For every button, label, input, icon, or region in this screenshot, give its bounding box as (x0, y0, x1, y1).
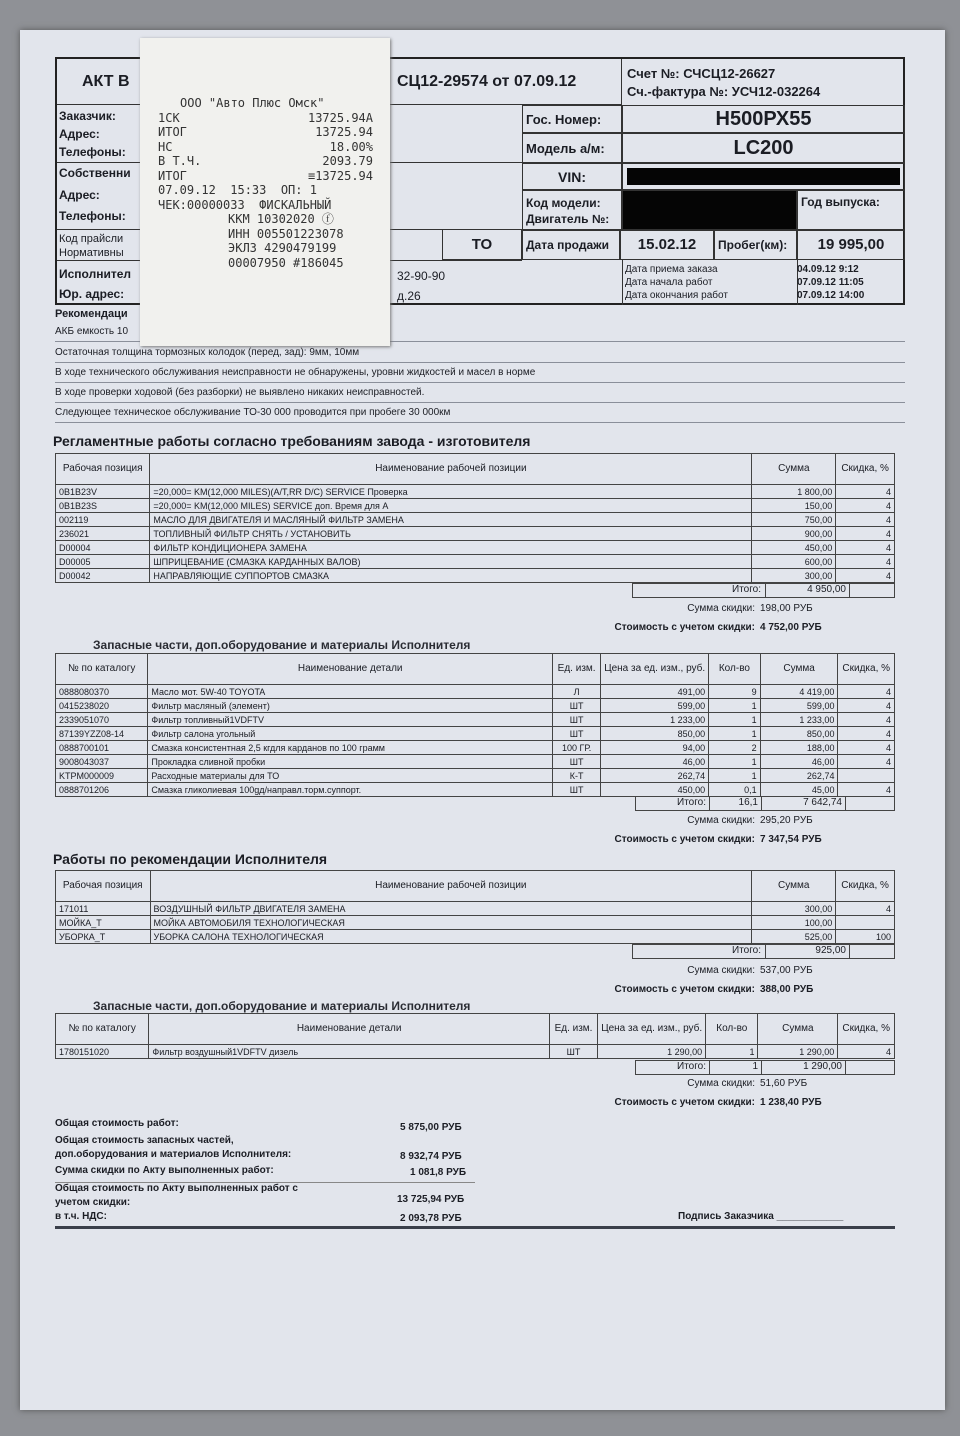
column-header: Цена за ед. изм., руб. (598, 1014, 706, 1045)
parts2-table (55, 1013, 895, 1059)
table-cell: Фильтр салона угольный (148, 727, 553, 741)
column-header: Наименование детали (148, 654, 553, 685)
table-cell: D00004 (56, 541, 150, 555)
table-row (56, 713, 895, 727)
car-model: LC200 (622, 133, 905, 163)
invoice-number: Счет №: СЧСЦ12-26627 (627, 66, 776, 81)
receipt-text: НС (158, 139, 173, 154)
table-cell: 4 (836, 902, 895, 916)
table-cell: 4 (838, 755, 895, 769)
plate-label: Гос. Номер: (522, 105, 622, 133)
table-cell: 9 (709, 685, 761, 699)
table-cell: 0B1B23V (56, 485, 150, 499)
table-cell: Фильтр масляный (элемент) (148, 699, 553, 713)
summary-total-label: учетом скидки: (55, 1197, 131, 1208)
table-cell: Фильтр топливный1VDFTV (148, 713, 553, 727)
table-cell: 1 233,00 (760, 713, 838, 727)
parts2-total (635, 1060, 895, 1075)
table-cell: 9008043037 (56, 755, 148, 769)
table-row (56, 685, 895, 699)
table-cell: 2 (709, 741, 761, 755)
table-cell: 599,00 (601, 699, 709, 713)
table-cell: 900,00 (752, 527, 836, 541)
column-header: Ед. изм. (549, 1014, 597, 1045)
summary-vat: 2 093,78 РУБ (400, 1213, 462, 1224)
table-cell: ШТ (553, 783, 601, 797)
net-label: Стоимость с учетом скидки: (614, 834, 755, 845)
table-cell: 94,00 (601, 741, 709, 755)
table-cell: 1 233,00 (601, 713, 709, 727)
discount-value: 537,00 РУБ (760, 965, 813, 976)
table-cell: 450,00 (601, 783, 709, 797)
column-header: Сумма (758, 1014, 838, 1045)
normative-label: Нормативны (59, 247, 124, 259)
table-row (56, 741, 895, 755)
table-cell: 0415238020 (56, 699, 148, 713)
recommendation-line: Следующее техническое обслуживание ТО-30 000 проводится при пробеге 30 000км (55, 403, 905, 423)
service-type: ТО (442, 229, 522, 260)
table-cell: =20,000= KM(12,000 MILES) SERVICE доп. Время для А (150, 499, 752, 513)
year-label: Год выпуска: (797, 190, 905, 231)
table-cell: 4 (838, 727, 895, 741)
table-cell: 4 (838, 713, 895, 727)
table-cell: 1 (709, 755, 761, 769)
table-cell: 4 (836, 513, 895, 527)
total-qty: 1 (710, 1061, 762, 1074)
summary-total: 13 725,94 РУБ (397, 1194, 465, 1205)
receipt-text: В Т.Ч. (158, 154, 202, 168)
column-header: Рабочая позиция (56, 871, 151, 902)
receipt-text: 2093.79 (322, 154, 373, 168)
discount-label: Сумма скидки: (687, 965, 755, 976)
recommendation-line: АКБ емкость 10 (55, 322, 905, 342)
discount-value: 295,20 РУБ (760, 815, 813, 826)
model-code-label: Код модели: (526, 195, 601, 210)
table-row (56, 1045, 895, 1059)
model-label: Модель а/м: (522, 133, 622, 163)
table-cell: 1780151020 (56, 1045, 149, 1059)
net-value: 388,00 РУБ (760, 984, 814, 995)
table-cell: 4 (838, 699, 895, 713)
receipt-text: ЭКЛЗ 4290479199 (228, 241, 337, 255)
vin-label: VIN: (522, 163, 622, 190)
parts1-table (55, 653, 895, 797)
table-row (56, 499, 895, 513)
table-row (56, 513, 895, 527)
table-cell: 150,00 (752, 499, 836, 513)
table-cell: 0888701206 (56, 783, 148, 797)
model-code-cell (622, 190, 797, 231)
recommendation-line: Остаточная толщина тормозных колодок (перед, зад): 9мм, 10мм (55, 343, 905, 363)
column-header: Ед. изм. (553, 654, 601, 685)
table-row (56, 527, 895, 541)
works1-total (632, 583, 895, 598)
summary-total-label: Общая стоимость по Акту выполненных работ с (55, 1183, 298, 1194)
pricelist-label: Код прайсли (59, 233, 124, 245)
table-row (56, 699, 895, 713)
receipt-text: 18.00% (329, 139, 373, 154)
table-row (56, 541, 895, 555)
table-cell: 87139YZZ08-14 (56, 727, 148, 741)
total-value: 4 950,00 (766, 584, 850, 597)
date-label: Дата приема заказа (625, 264, 718, 275)
column-header: № по каталогу (56, 654, 148, 685)
receipt-text: 13725.94А (307, 110, 373, 125)
total-value: 925,00 (766, 945, 850, 958)
owner-label: Собственни (59, 166, 131, 180)
table-cell: 0888080370 (56, 685, 148, 699)
works2-table (55, 870, 895, 944)
column-header: Наименование рабочей позиции (150, 871, 752, 902)
table-cell: 262,74 (601, 769, 709, 783)
column-header: Рабочая позиция (56, 454, 150, 485)
receipt-text: 1СК (158, 110, 180, 125)
column-header: Наименование детали (149, 1014, 549, 1045)
table-cell: Расходные материалы для ТО (148, 769, 553, 783)
date-value: 04.09.12 9:12 (797, 264, 859, 275)
table-header-row (56, 654, 895, 685)
vin-cell (622, 163, 905, 190)
summary-parts-label: доп.оборудования и материалов Исполнителя: (55, 1149, 292, 1160)
owner-phones-label: Телефоны: (59, 209, 126, 223)
table-cell: 4 419,00 (760, 685, 838, 699)
table-row (56, 916, 895, 930)
table-cell: 300,00 (752, 569, 836, 583)
table-row (56, 727, 895, 741)
table-cell: ШТ (553, 755, 601, 769)
table-cell: 46,00 (760, 755, 838, 769)
total-label: Итого: (633, 945, 766, 958)
table-cell: 4 (838, 741, 895, 755)
table-cell: 300,00 (752, 902, 836, 916)
table-cell: 600,00 (752, 555, 836, 569)
model-code-redacted (623, 191, 796, 230)
table-row (56, 783, 895, 797)
receipt-text: 13725.94 (315, 125, 373, 139)
net-label: Стоимость с учетом скидки: (614, 1097, 755, 1108)
table-row (56, 569, 895, 583)
act-title-left: АКТ В (82, 72, 130, 90)
table-cell: 4 (836, 485, 895, 499)
customer-label: Заказчик: (59, 109, 116, 123)
address-label: Адрес: (59, 127, 100, 141)
recommendations-title: Рекомендаци (55, 308, 128, 320)
table-cell: УБОРКА САЛОНА ТЕХНОЛОГИЧЕСКАЯ (150, 930, 752, 944)
table-cell: 45,00 (760, 783, 838, 797)
summary-parts: 8 932,74 РУБ (400, 1151, 462, 1162)
works2-title: Работы по рекомендации Исполнителя (53, 851, 328, 867)
table-cell: 4 (836, 569, 895, 583)
total-value: 7 642,74 (762, 797, 846, 810)
model-engine-labels (522, 190, 622, 231)
table-row (56, 755, 895, 769)
table-cell: ТОПЛИВНЫЙ ФИЛЬТР СНЯТЬ / УСТАНОВИТЬ (150, 527, 752, 541)
table-cell: МАСЛО ДЛЯ ДВИГАТЕЛЯ И МАСЛЯНЫЙ ФИЛЬТР ЗАМЕНА (150, 513, 752, 527)
table-cell: ШТ (549, 1045, 597, 1059)
net-value: 7 347,54 РУБ (760, 834, 822, 845)
column-header: Скидка, % (836, 871, 895, 902)
plate-number: Н500РХ55 (622, 105, 905, 133)
mileage-label: Пробег(км): (714, 229, 797, 260)
discount-label: Сумма скидки: (687, 815, 755, 826)
table-cell: К-Т (553, 769, 601, 783)
phones-label: Телефоны: (59, 145, 126, 159)
legal-address-label: Юр. адрес: (59, 287, 125, 301)
column-header: Сумма (752, 871, 836, 902)
table-cell: 1 (709, 727, 761, 741)
invoice-block (627, 65, 820, 101)
table-cell: 188,00 (760, 741, 838, 755)
total-label: Итого: (633, 584, 766, 597)
discount-value: 198,00 РУБ (760, 603, 813, 614)
net-value: 1 238,40 РУБ (760, 1097, 822, 1108)
summary-works-label: Общая стоимость работ: (55, 1118, 179, 1129)
table-cell: 4 (838, 783, 895, 797)
table-cell: 0B1B23S (56, 499, 150, 513)
table-cell: 2339051070 (56, 713, 148, 727)
table-cell: 171011 (56, 902, 151, 916)
table-cell: 46,00 (601, 755, 709, 769)
column-header: Скидка, % (836, 454, 895, 485)
table-cell: 100,00 (752, 916, 836, 930)
date-value: 07.09.12 14:00 (797, 290, 865, 301)
column-header: Скидка, % (838, 1014, 895, 1045)
executor-address: д.26 (397, 289, 421, 303)
column-header: Наименование рабочей позиции (150, 454, 752, 485)
summary-works: 5 875,00 РУБ (400, 1122, 462, 1133)
receipt-org: ООО "Авто Плюс Омск" (180, 96, 325, 110)
table-cell: 1 290,00 (598, 1045, 706, 1059)
table-cell: ШПРИЦЕВАНИЕ (СМАЗКА КАРДАННЫХ ВАЛОВ) (150, 555, 752, 569)
table-cell (838, 769, 895, 783)
table-cell: 4 (838, 1045, 895, 1059)
table-cell: 236021 (56, 527, 150, 541)
column-header: Кол-во (709, 654, 761, 685)
factura-number: Сч.-фактура №: УСЧ12-032264 (627, 84, 821, 99)
table-row (56, 930, 895, 944)
table-cell: ВОЗДУШНЫЙ ФИЛЬТР ДВИГАТЕЛЯ ЗАМЕНА (150, 902, 752, 916)
receipt-text: ККМ 10302020 ⓕ (228, 212, 334, 226)
table-cell: 0888700101 (56, 741, 148, 755)
date-label: Дата начала работ (625, 277, 713, 288)
receipt-text: ИТОГ (158, 168, 187, 183)
table-cell: ШТ (553, 699, 601, 713)
net-value: 4 752,00 РУБ (760, 622, 822, 633)
table-cell: 002119 (56, 513, 150, 527)
table-cell: МОЙКА АВТОМОБИЛЯ ТЕХНОЛОГИЧЕСКАЯ (150, 916, 752, 930)
table-cell: 1 290,00 (758, 1045, 838, 1059)
receipt-text: ИТОГ (158, 125, 187, 139)
table-cell: 4 (836, 555, 895, 569)
discount-label: Сумма скидки: (687, 1078, 755, 1089)
divider (622, 260, 623, 305)
summary-discount-label: Сумма скидки по Акту выполненных работ: (55, 1165, 274, 1176)
recommendation-line: В ходе проверки ходовой (без разборки) не выявлено никаких неисправностей. (55, 383, 905, 403)
works1-title: Регламентные работы согласно требованиям завода - изготовителя (53, 433, 531, 449)
table-cell: D00042 (56, 569, 150, 583)
table-cell: 599,00 (760, 699, 838, 713)
column-header: № по каталогу (56, 1014, 149, 1045)
parts1-total (635, 796, 895, 811)
total-value: 1 290,00 (762, 1061, 846, 1074)
table-cell: 491,00 (601, 685, 709, 699)
customer-signature-field: Подпись Заказчика ____________ (678, 1211, 844, 1222)
table-cell: НАПРАВЛЯЮЩИЕ СУППОРТОВ СМАЗКА (150, 569, 752, 583)
column-header: Цена за ед. изм., руб. (601, 654, 709, 685)
column-header: Сумма (760, 654, 838, 685)
table-cell: 0,1 (709, 783, 761, 797)
table-row (56, 769, 895, 783)
total-label: Итого: (636, 1061, 710, 1074)
table-cell: KTPM000009 (56, 769, 148, 783)
net-label: Стоимость с учетом скидки: (614, 984, 755, 995)
table-cell: 1 (709, 713, 761, 727)
table-cell: 450,00 (752, 541, 836, 555)
owner-address-label: Адрес: (59, 188, 100, 202)
executor-label: Исполнител (59, 267, 131, 281)
receipt-text: ЧЕК:00000033 ФИСКАЛЬНЫЙ (158, 197, 332, 212)
table-cell: ШТ (553, 713, 601, 727)
executor-phone: 32-90-90 (397, 269, 446, 283)
table-row (56, 485, 895, 499)
table-cell: УБОРКА_Т (56, 930, 151, 944)
table-cell: D00005 (56, 555, 150, 569)
table-cell: 1 (709, 769, 761, 783)
table-cell: 4 (836, 499, 895, 513)
summary-parts-label: Общая стоимость запасных частей, (55, 1135, 234, 1146)
receipt-text: ≡13725.94 (307, 168, 373, 183)
table-header-row (56, 1014, 895, 1045)
vin-redacted (627, 168, 900, 185)
table-cell: 1 (706, 1045, 758, 1059)
table-cell: =20,000= KM(12,000 MILES)(A/T,RR D/C) SERVICE Проверка (150, 485, 752, 499)
column-header: Сумма (752, 454, 836, 485)
sale-date: 15.02.12 (620, 229, 714, 260)
table-cell: 4 (836, 527, 895, 541)
table-cell: МОЙКА_Т (56, 916, 151, 930)
table-cell (836, 916, 895, 930)
table-cell: 1 (709, 699, 761, 713)
table-cell: Фильтр воздушный1VDFTV дизель (149, 1045, 549, 1059)
discount-label: Сумма скидки: (687, 603, 755, 614)
table-cell: 750,00 (752, 513, 836, 527)
sale-date-label: Дата продажи (522, 229, 620, 260)
date-value: 07.09.12 11:05 (797, 277, 864, 288)
table-cell: 262,74 (760, 769, 838, 783)
act-number: СЦ12-29574 от 07.09.12 (397, 73, 577, 90)
date-label: Дата окончания работ (625, 290, 728, 301)
works2-total (632, 944, 895, 959)
table-cell: Прокладка сливной пробки (148, 755, 553, 769)
table-header-row (56, 454, 895, 485)
summary-discount: 1 081,8 РУБ (410, 1167, 467, 1178)
table-cell: ФИЛЬТР КОНДИЦИОНЕРА ЗАМЕНА (150, 541, 752, 555)
works1-table (55, 453, 895, 583)
receipt-text: ИНН 005501223078 (228, 226, 344, 241)
recommendation-line: В ходе технического обслуживания неисправности не обнаружены, уровни жидкостей и масел в норме (55, 363, 905, 383)
parts2-title: Запасные части, доп.оборудование и материалы Исполнителя (93, 999, 471, 1013)
table-cell: 4 (836, 541, 895, 555)
table-cell: Смазка гликолиевая 100gд/направл.торм.суппорт. (148, 783, 553, 797)
table-row (56, 902, 895, 916)
table-cell: 525,00 (752, 930, 836, 944)
table-cell: 850,00 (760, 727, 838, 741)
table-header-row (56, 871, 895, 902)
receipt-text: 07.09.12 15:33 ОП: 1 (158, 183, 317, 197)
cash-receipt (140, 38, 390, 346)
parts1-title: Запасные части, доп.оборудование и материалы Исполнителя (93, 638, 471, 652)
column-header: Кол-во (706, 1014, 758, 1045)
table-cell: 4 (838, 685, 895, 699)
table-row (56, 555, 895, 569)
table-cell: Смазка консистентная 2,5 кгдля карданов по 100 грамм (148, 741, 553, 755)
table-cell: 1 800,00 (752, 485, 836, 499)
total-label: Итого: (636, 797, 710, 810)
summary-vat-label: в т.ч. НДС: (55, 1211, 107, 1222)
table-cell: 100 ГР. (553, 741, 601, 755)
table-cell: Масло мот. 5W-40 TOYOTA (148, 685, 553, 699)
discount-value: 51,60 РУБ (760, 1078, 808, 1089)
receipt-text: 00007950 #186045 (228, 255, 344, 270)
total-qty: 16,1 (710, 797, 762, 810)
table-cell: 100 (836, 930, 895, 944)
table-cell: Л (553, 685, 601, 699)
table-cell: 850,00 (601, 727, 709, 741)
engine-label: Двигатель №: (526, 211, 610, 226)
net-label: Стоимость с учетом скидки: (614, 622, 755, 633)
table-cell: ШТ (553, 727, 601, 741)
column-header: Скидка, % (838, 654, 895, 685)
order-dates (625, 263, 864, 302)
mileage: 19 995,00 (797, 229, 905, 260)
footer-rule (55, 1226, 895, 1229)
